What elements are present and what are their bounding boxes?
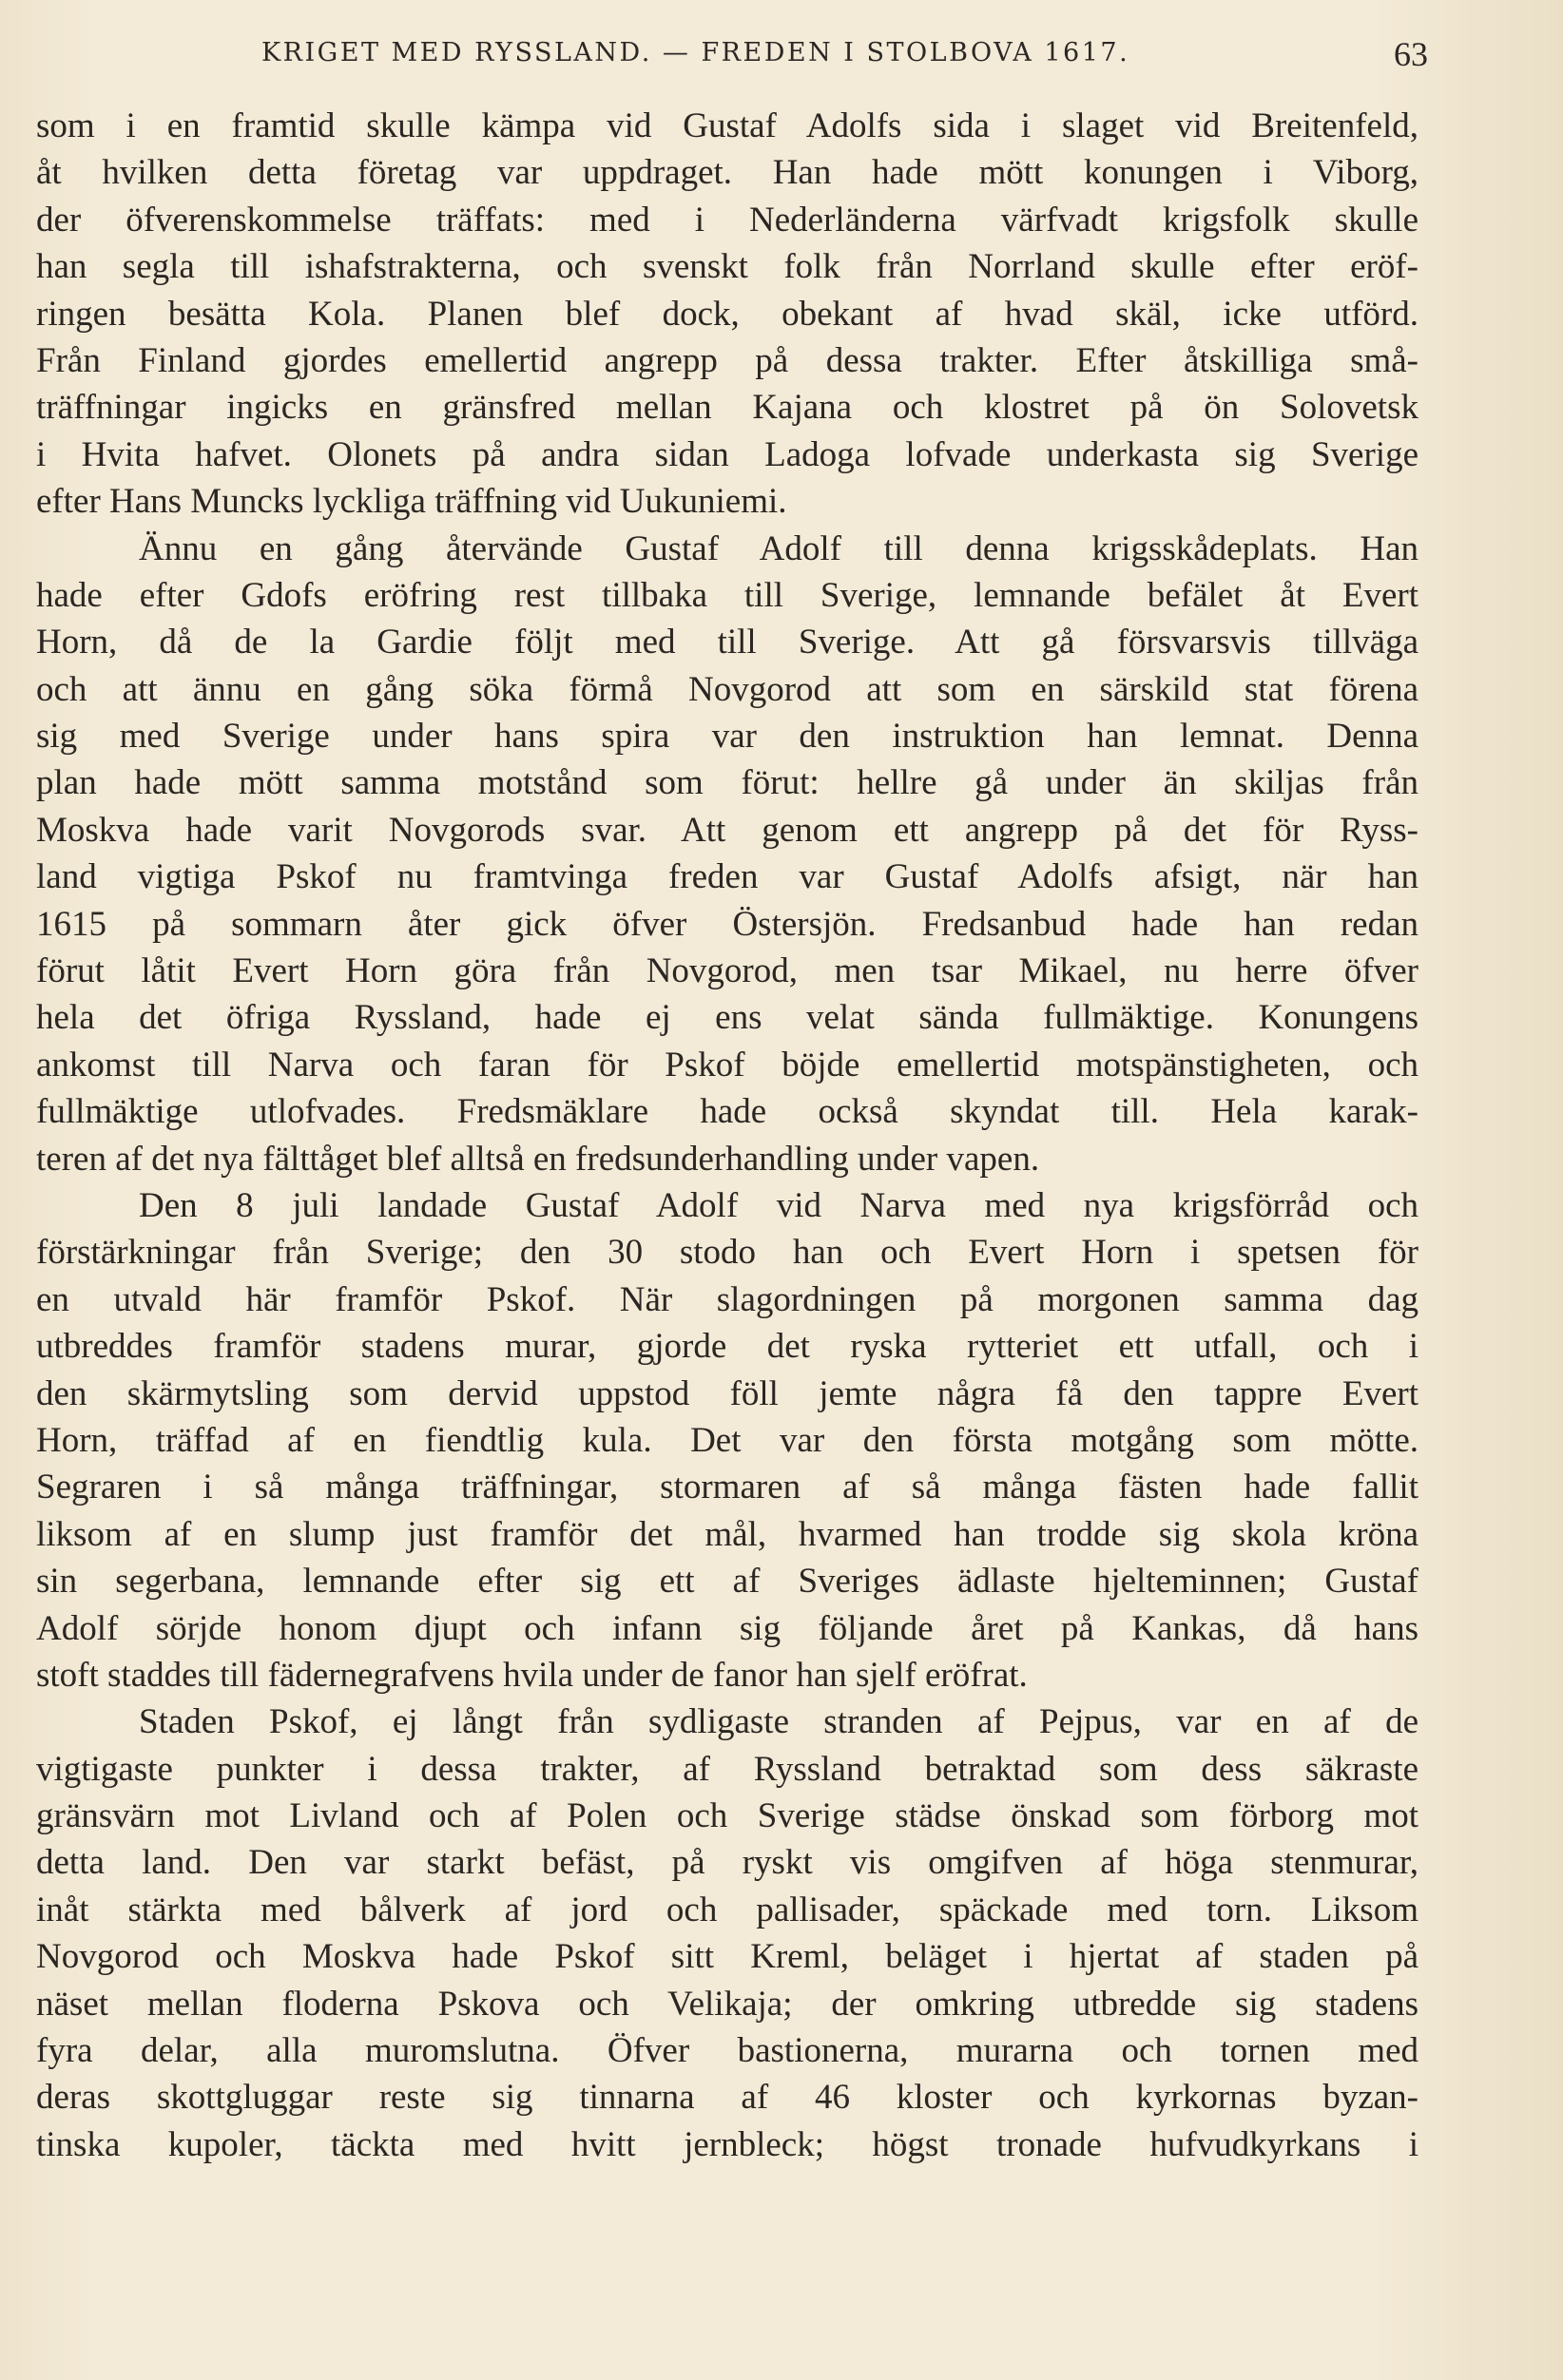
running-head	[0, 35, 1563, 76]
text-line: Från Finland gjordes emellertid angrepp på dessa trakter. Efter åtskilliga små-	[36, 340, 1418, 380]
text-line: efter Hans Muncks lyckliga träffning vid Uukuniemi.	[36, 482, 787, 522]
text-line: han segla till ishafstrakterna, och svenskt folk från Norrland skulle efter eröf-	[36, 247, 1418, 287]
text-line: förstärkningar från Sverige; den 30 stodo han och Evert Horn i spetsen för	[36, 1233, 1418, 1273]
text-line: Den 8 juli landade Gustaf Adolf vid Narva med nya krigsförråd och	[139, 1185, 1418, 1225]
text-line: Segraren i så många träffningar, stormaren af så många fästen hade fallit	[36, 1468, 1418, 1507]
text-line: 1615 på sommarn åter gick öfver Östersjön. Fredsanbud hade han redan	[36, 904, 1418, 944]
text-line: åt hvilken detta företag var uppdraget. Han hade mött konungen i Viborg,	[36, 153, 1418, 193]
text-line: Moskva hade varit Novgorods svar. Att genom ett angrepp på det för Ryss-	[36, 810, 1418, 850]
text-line: näset mellan floderna Pskova och Velikaja; der omkring utbredde sig stadens	[36, 1984, 1418, 2024]
text-line: teren af det nya fälttåget blef alltså en fredsunderhandling under vapen.	[36, 1139, 1040, 1179]
text-line: den skärmytsling som dervid uppstod föll jemte några få den tappre Evert	[36, 1373, 1418, 1413]
text-line: fullmäktige utlofvades. Fredsmäklare hade också skyndat till. Hela karak-	[36, 1092, 1418, 1132]
text-line: hela det öfriga Ryssland, hade ej ens velat sända fullmäktige. Konungens	[36, 998, 1418, 1038]
body-text	[36, 103, 1418, 2168]
text-line: Adolf sörjde honom djupt och infann sig följande året på Kankas, då hans	[36, 1608, 1418, 1648]
text-line: stoft staddes till fädernegrafvens hvila under de fanor han sjelf eröfrat.	[36, 1655, 1028, 1695]
text-line: förut låtit Evert Horn göra från Novgorod, men tsar Mikael, nu herre öfver	[36, 951, 1418, 991]
text-line: deras skottgluggar reste sig tinnarna af 46 kloster och kyrkornas byzan-	[36, 2078, 1418, 2118]
text-line: Staden Pskof, ej långt från sydligaste stranden af Pejpus, var en af de	[139, 1702, 1418, 1742]
text-line: som i en framtid skulle kämpa vid Gustaf Adolfs sida i slaget vid Breitenfeld,	[36, 106, 1418, 145]
text-line: Ännu en gång återvände Gustaf Adolf till denna krigsskådeplats. Han	[139, 528, 1418, 568]
text-line: vigtigaste punkter i dessa trakter, af Ryssland betraktad som dess säkraste	[36, 1749, 1418, 1789]
text-line: utbreddes framför stadens murar, gjorde det ryska rytteriet ett utfall, och i	[36, 1327, 1418, 1367]
text-line: liksom af en slump just framför det mål, hvarmed han trodde sig skola kröna	[36, 1514, 1418, 1554]
text-line: der öfverenskommelse träffats: med i Nederländerna värfvadt krigsfolk skulle	[36, 200, 1418, 240]
text-line: inåt stärkta med bålverk af jord och pallisader, späckade med torn. Liksom	[36, 1890, 1418, 1929]
text-line: i Hvita hafvet. Olonets på andra sidan Ladoga lofvade underkasta sig Sverige	[36, 434, 1418, 474]
text-line: sig med Sverige under hans spira var den instruktion han lemnat. Denna	[36, 717, 1418, 757]
text-line: ringen besätta Kola. Planen blef dock, obekant af hvad skäl, icke utförd.	[36, 294, 1418, 334]
text-line: detta land. Den var starkt befäst, på ryskt vis omgifven af höga stenmurar,	[36, 1843, 1418, 1883]
text-line: Horn, då de la Gardie följt med till Sverige. Att gå försvarsvis tillväga	[36, 623, 1418, 662]
text-line: tinska kupoler, täckta med hvitt jernbleck; högst tronade hufvudkyrkans i	[36, 2124, 1418, 2164]
text-line: träffningar ingicks en gränsfred mellan Kajana och klostret på ön Solovetsk	[36, 388, 1418, 428]
text-line: hade efter Gdofs eröfring rest tillbaka till Sverige, lemnande befälet åt Evert	[36, 575, 1418, 615]
text-line: gränsvärn mot Livland och af Polen och Sverige städse önskad som förborg mot	[36, 1796, 1418, 1836]
text-line: land vigtiga Pskof nu framtvinga freden var Gustaf Adolfs afsigt, när han	[36, 857, 1418, 897]
text-line: en utvald här framför Pskof. När slagordningen på morgonen samma dag	[36, 1279, 1418, 1319]
chapter-heading: KRIGET MED RYSSLAND. — FREDEN I STOLBOVA 1617.	[261, 38, 1130, 67]
text-line: sin segerbana, lemnande efter sig ett af Sveriges ädlaste hjelteminnen; Gustaf	[36, 1562, 1418, 1602]
text-line: Horn, träffad af en fiendtlig kula. Det var den första motgång som mötte.	[36, 1420, 1418, 1460]
text-line: ankomst till Narva och faran för Pskof böjde emellertid motspänstigheten, och	[36, 1045, 1418, 1084]
text-line: Novgorod och Moskva hade Pskof sitt Kreml, beläget i hjertat af staden på	[36, 1937, 1418, 1977]
text-line: plan hade mött samma motstånd som förut: hellre gå under än skiljas från	[36, 763, 1418, 803]
text-line: och att ännu en gång söka förmå Novgorod att som en särskild stat förena	[36, 669, 1418, 709]
text-line: fyra delar, alla muromslutna. Öfver bastionerna, murarna och tornen med	[36, 2031, 1418, 2071]
page-number: 63	[1394, 35, 1428, 73]
